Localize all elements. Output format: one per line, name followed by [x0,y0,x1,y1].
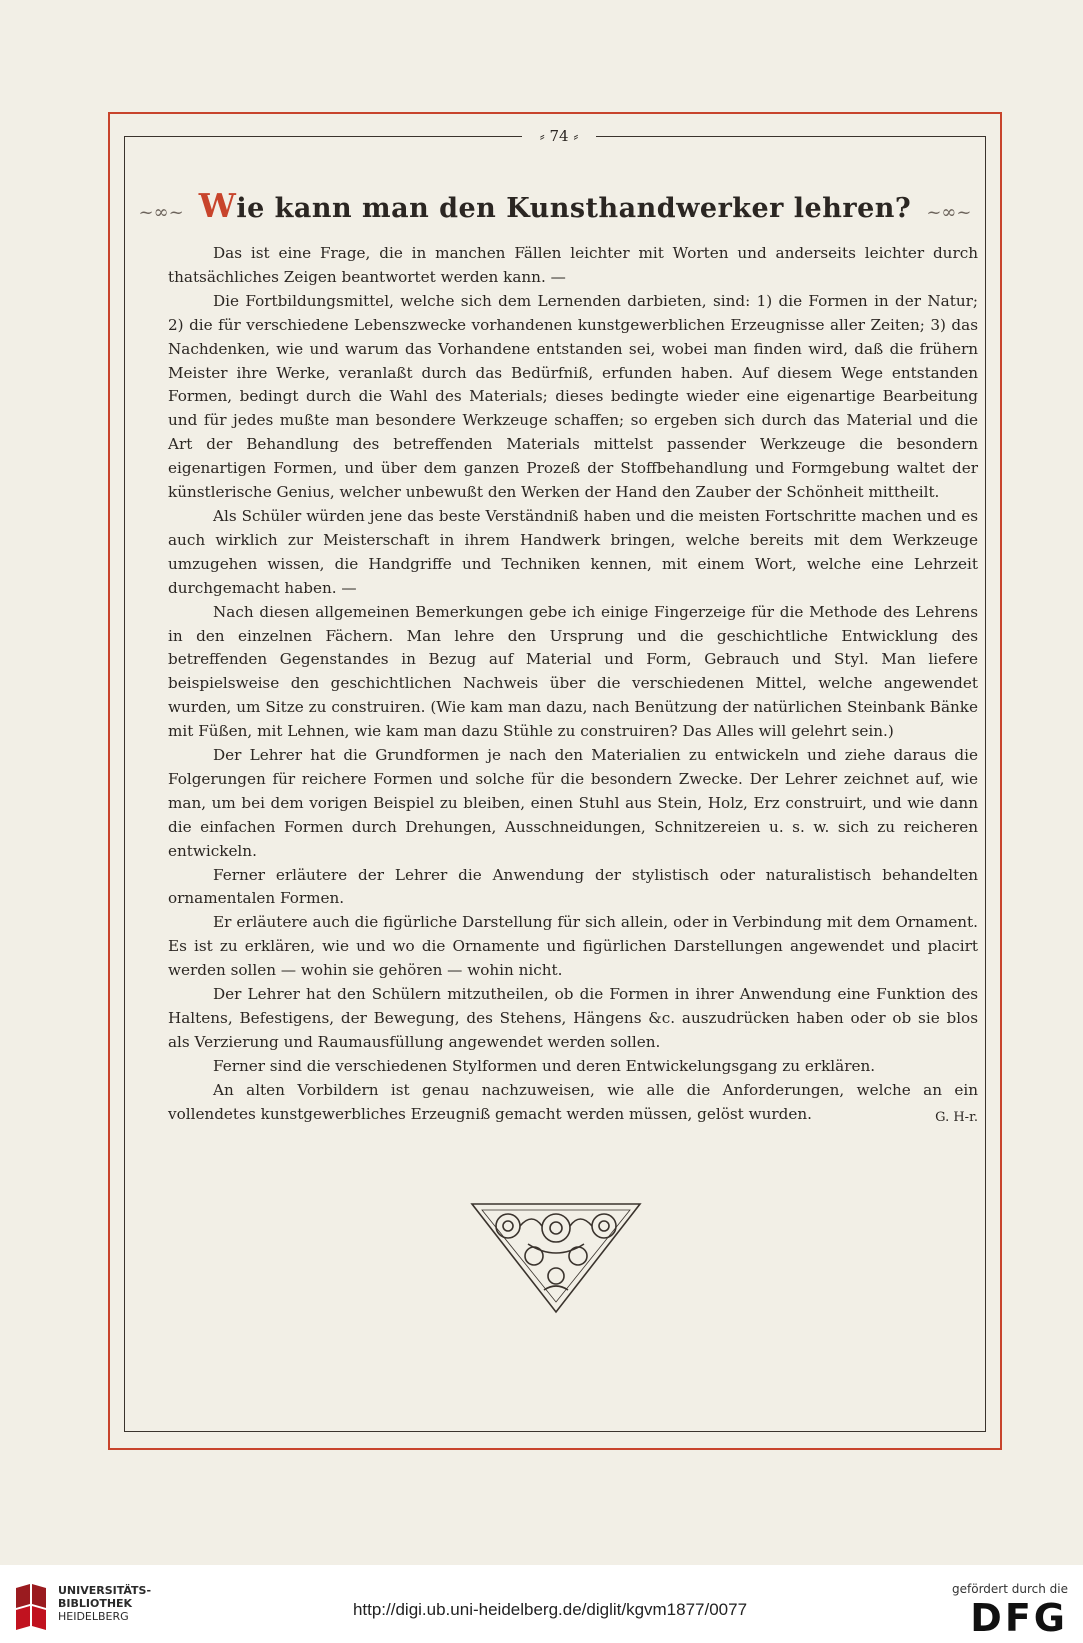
library-name [58,1584,151,1623]
author-signature: G. H-r. [935,1109,978,1125]
paragraph: Das ist eine Frage, die in manchen Fällen leichter mit Worten und anderseits leichter durch thatsächliches Zeigen beantwortet werden kann. — [168,244,978,286]
article-title-row [124,186,986,226]
title-initial: W [198,186,237,225]
paragraph: Ferner sind die verschiedenen Stylformen und deren Entwickelungsgang zu erklären. [213,1056,876,1075]
paragraph-last [168,1079,978,1127]
header-rule-left [124,136,522,137]
paragraph: Ferner erläutere der Lehrer die Anwendung der stylistisch oder naturalistisch behandelten ornamentalen Formen. [168,865,978,908]
paragraph: Er erläutere auch die figürliche Darstellung für sich allein, oder in Verbindung mit dem Ornament. Es ist zu erklären, wie und wo die Ornamente und figürlichen Darstellungen angewendet und placirt werden sollen — wohin sie gehören — wohin nicht. [168,913,978,980]
header-rule-right [596,136,986,137]
library-line-1: UNIVERSITÄTS- [58,1584,152,1597]
library-line-3: HEIDELBERG [58,1610,129,1623]
paragraph: Als Schüler würden jene das beste Verständniß haben und die meisten Fortschritte machen und es auch wirklich zur Meisterschaft in ihrem Handwerk bringen, welche bereits mit dem Werkzeuge umzugehen wissen, die Handgriffe und Techniken kennen, mit einem Wort, welche eine Lehrzeit durchgemacht haben. — [168,506,978,597]
article-body [168,242,978,1130]
title-rest: ie kann man den Kunsthandwerker lehren? [236,193,912,224]
page-number-dash-left: ⸗ [539,127,550,145]
paragraph-last-text: An alten Vorbildern ist genau nachzuweisen, wie alle die Anforderungen, welche an ein vollendetes kunstgewerbliches Erzeugniß gemacht werden müssen, gelöst wurden. [168,1080,978,1123]
paragraph: Nach diesen allgemeinen Bemerkungen gebe ich einige Fingerzeige für die Methode des Lehrens in den einzelnen Fächern. Man lehre den Ursprung und die geschichtliche Entwicklung des betreffenden Gegenstandes in Bezug auf Material und Form, Gebrauch und Styl. Man liefere beispielsweise den geschichtlichen Nachweis über die verschiedenen Mittel, welche angewendet wurden, um Sitze zu construiren. (Wie kam man dazu, nach Benützung der natürlichen Steinbank Bänke mit Füßen, mit Lehnen, wie kam man dazu Stühle zu construiren? Das Alles will gelehrt sein.) [168,602,978,741]
article-title [199,186,911,229]
page-number [524,126,594,146]
page-number-value: 74 [549,127,569,145]
dfg-logo: DFG [970,1596,1068,1640]
paragraph: Der Lehrer hat die Grundformen je nach den Materialien zu entwickeln und ziehe daraus die Folgerungen für reichere Formen und solche für die besondern Zwecke. Der Lehrer zeichnet auf, wie man, um bei dem vorigen Beispiel zu bleiben, einen Stuhl aus Stein, Holz, Erz construirt, und wie dann die einfachen Formen durch Drehungen, Ausschneidungen, Schnitzereien u. s. w. sich zu reicheren entwickeln. [168,746,978,860]
ornament-vignette-icon [468,1198,644,1316]
flourish-icon: ~∞~ [138,202,184,223]
permalink-url[interactable]: http://digi.ub.uni-heidelberg.de/diglit/kgvm1877/0077 [352,1600,748,1619]
library-line-2: BIBLIOTHEK [58,1597,133,1610]
funding-label: gefördert durch die [952,1582,1068,1596]
page-number-dash-right: ⸗ [568,127,579,145]
page-number-row [124,126,986,146]
flourish-icon: ~∞~ [926,202,972,223]
paragraph: Der Lehrer hat den Schülern mitzutheilen, ob die Formen in ihrer Anwendung eine Funktion des Haltens, Befestigens, der Bewegung, des Stehens, Hängens &c. auszudrücken haben oder ob sie blos als Verzierung und Raumausfüllung angewendet werden sollen. [168,985,978,1051]
paragraph: Die Fortbildungsmittel, welche sich dem Lernenden darbieten, sind: 1) die Formen in der Natur; 2) die für verschiedene Lebenszwecke vorhandenen kunstgewerblichen Erzeugnisse aller Zeiten; 3) das Nachdenken, wie und warum das Vorhandene entstanden sei, wobei man finden wird, daß die frühern Meister ihre Werke, veranlaßt durch das Bedürfniß, erfunden haben. Auf diesem Wege entstanden Formen, bedingt durch die Wahl des Materials; dieses bedingte wieder eine eigenartige Bearbeitung und für jedes mußte man besondere Werkzeuge schaffen; so ergeben sich durch das Material und die Art der Behandlung des betreffenden Materials mittelst passender Werkzeuge die besondern eigenartigen Formen, und über dem ganzen Prozeß der Stoffbehandlung und Formgebung waltet der künstlerische Genius, welcher unbewußt den Werken der Hand den Zauber der Schönheit mittheilt. [168,291,978,502]
